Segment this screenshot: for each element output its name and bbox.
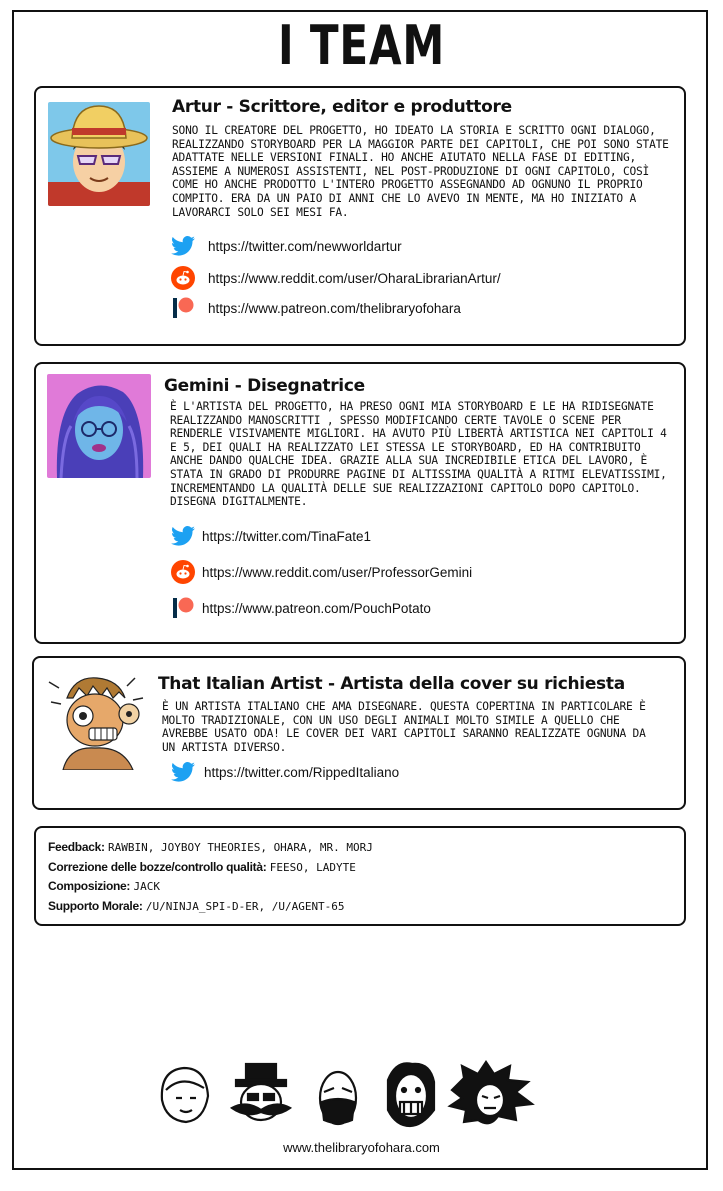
member-card-gemini xyxy=(34,362,686,644)
twitter-icon xyxy=(170,234,196,258)
member-bio: SONO IL CREATORE DEL PROGETTO, HO IDEATO LA STORIA E SCRITTO OGNI DIALOGO, REALIZZANDO STORYBOARD PER LA MAGGIOR PARTE DEI CAPITOLI, CHE POI SONO STATE ADATTATE NELLE VERSIONI FINALI. HO ANCHE AIUTATO NELLA FASE DI EDITING, ASSIEME A NUMEROSI ASSISTENTI, NEL POST-PRODUZIONE DI OGNI CAPITOLO, COSÌ COME HO ANCHE PRODOTTO L'INTERO PROGETTO ASSEGNANDO AD OGNUNO IL PROPRIO COMPITO. ERA DA UN PAIO DI ANNI CHE LO AVEVO IN MENTE, MA HO INIZIATO A LAVORARCI SOLO SEI MESI FA. xyxy=(172,124,669,219)
page-title: I TEAM xyxy=(277,14,446,77)
credit-label: Feedback: xyxy=(48,840,105,854)
reddit-url[interactable]: https://www.reddit.com/user/OharaLibrarianArtur/ xyxy=(208,270,501,286)
patreon-url[interactable]: https://www.patreon.com/thelibraryofohara xyxy=(208,300,461,316)
twitter-url[interactable]: https://twitter.com/newworldartur xyxy=(208,238,402,254)
credit-value: JACK xyxy=(133,880,160,893)
credit-value: /U/NINJA_SPI-D-ER, /U/AGENT-65 xyxy=(145,899,345,913)
avatar-artur xyxy=(48,102,150,206)
twitter-link-row[interactable] xyxy=(170,524,371,548)
member-bio: È L'ARTISTA DEL PROGETTO, HA PRESO OGNI MIA STORYBOARD E LE HA RIDISEGNATE REALIZZANDO MANOSCRITTI , SPESSO MODIFICANDO CERTE TAVOLE O SCENE PER RENDERLE VISIVAMENTE MIGLIORI. HA AVUTO PIÙ LIBERTÀ ARTISTICA NEI CAPITOLI 4 E 5, DEI QUALI HA REALIZZATO LEI STESSA LE STORYBOARD, ED HA CONTRIBUITO ANCHE DANDO QUALCHE IDEA. GRAZIE ALLA SUA INCREDIBILE ETICA DEL LAVORO, È STATA IN GRADO DI PRODURRE PAGINE DI ALTISSIMA QUALITÀ A RITMI ELEVATISSIMI, INCREMENTANDO LA QUALITÀ DELLE SUE REALIZZAZIONI CAPITOLO DOPO CAPITOLO. DISEGNA DIGITALMENTE. xyxy=(170,400,667,509)
member-bio: È UN ARTISTA ITALIANO CHE AMA DISEGNARE. QUESTA COPERTINA IN PARTICOLARE È MOLTO TRADIZIONALE, CON UN USO DEGLI ANIMALI MOLTO SIMILE A QUELLO CHE AVREBBE USATO ODA! LE COVER DEI VARI CAPITOLI SARANNO REALIZZATE OGNUNA DA UN ARTISTA DIVERSO. xyxy=(162,700,646,754)
character-face-icon xyxy=(162,1068,208,1122)
patreon-link-row[interactable] xyxy=(170,596,431,620)
character-face-icon xyxy=(320,1072,356,1124)
reddit-url[interactable]: https://www.reddit.com/user/ProfessorGemini xyxy=(202,564,473,580)
avatar-gemini xyxy=(47,374,151,478)
character-face-icon xyxy=(388,1063,434,1126)
avatar-italian-artist xyxy=(45,668,149,770)
credit-line-proofreading xyxy=(48,858,672,878)
twitter-link-row[interactable] xyxy=(170,760,399,784)
reddit-link-row[interactable] xyxy=(170,266,501,290)
credits-box xyxy=(34,826,686,926)
credit-line-moral-support xyxy=(48,897,672,917)
credit-line-feedback xyxy=(48,838,672,858)
twitter-icon xyxy=(170,524,196,548)
character-face-icon xyxy=(232,1064,290,1120)
member-heading: That Italian Artist - Artista della cover su richiesta xyxy=(158,674,625,694)
member-heading: Gemini - Disegnatrice xyxy=(164,376,365,396)
credit-label: Correzione delle bozze/controllo qualità: xyxy=(48,859,267,874)
member-card-artur xyxy=(34,86,686,346)
patreon-icon xyxy=(170,596,196,620)
credit-label: Supporto Morale: xyxy=(48,898,143,913)
member-card-italian-artist xyxy=(32,656,686,810)
twitter-url[interactable]: https://twitter.com/RippedItaliano xyxy=(204,764,400,780)
footer-website-link[interactable]: www.thelibraryofohara.com xyxy=(283,1140,440,1155)
twitter-link-row[interactable] xyxy=(170,234,402,258)
character-face-icon xyxy=(450,1062,532,1123)
reddit-icon xyxy=(170,560,196,584)
credit-line-typesetting xyxy=(48,877,672,897)
twitter-url[interactable]: https://twitter.com/TinaFate1 xyxy=(202,528,372,544)
reddit-link-row[interactable] xyxy=(170,560,472,584)
patreon-url[interactable]: https://www.patreon.com/PouchPotato xyxy=(202,600,431,616)
credit-value: FEESO, LADYTE xyxy=(269,860,356,874)
footer-character-faces xyxy=(152,1060,552,1130)
credit-label: Composizione: xyxy=(48,879,131,893)
member-heading: Artur - Scrittore, editor e produttore xyxy=(172,97,512,117)
twitter-icon xyxy=(170,760,196,784)
patreon-icon xyxy=(170,296,196,320)
credit-value: RAWBIN, JOYBOY THEORIES, OHARA, MR. MORJ xyxy=(108,841,373,854)
reddit-icon xyxy=(170,266,196,290)
patreon-link-row[interactable] xyxy=(170,296,461,320)
